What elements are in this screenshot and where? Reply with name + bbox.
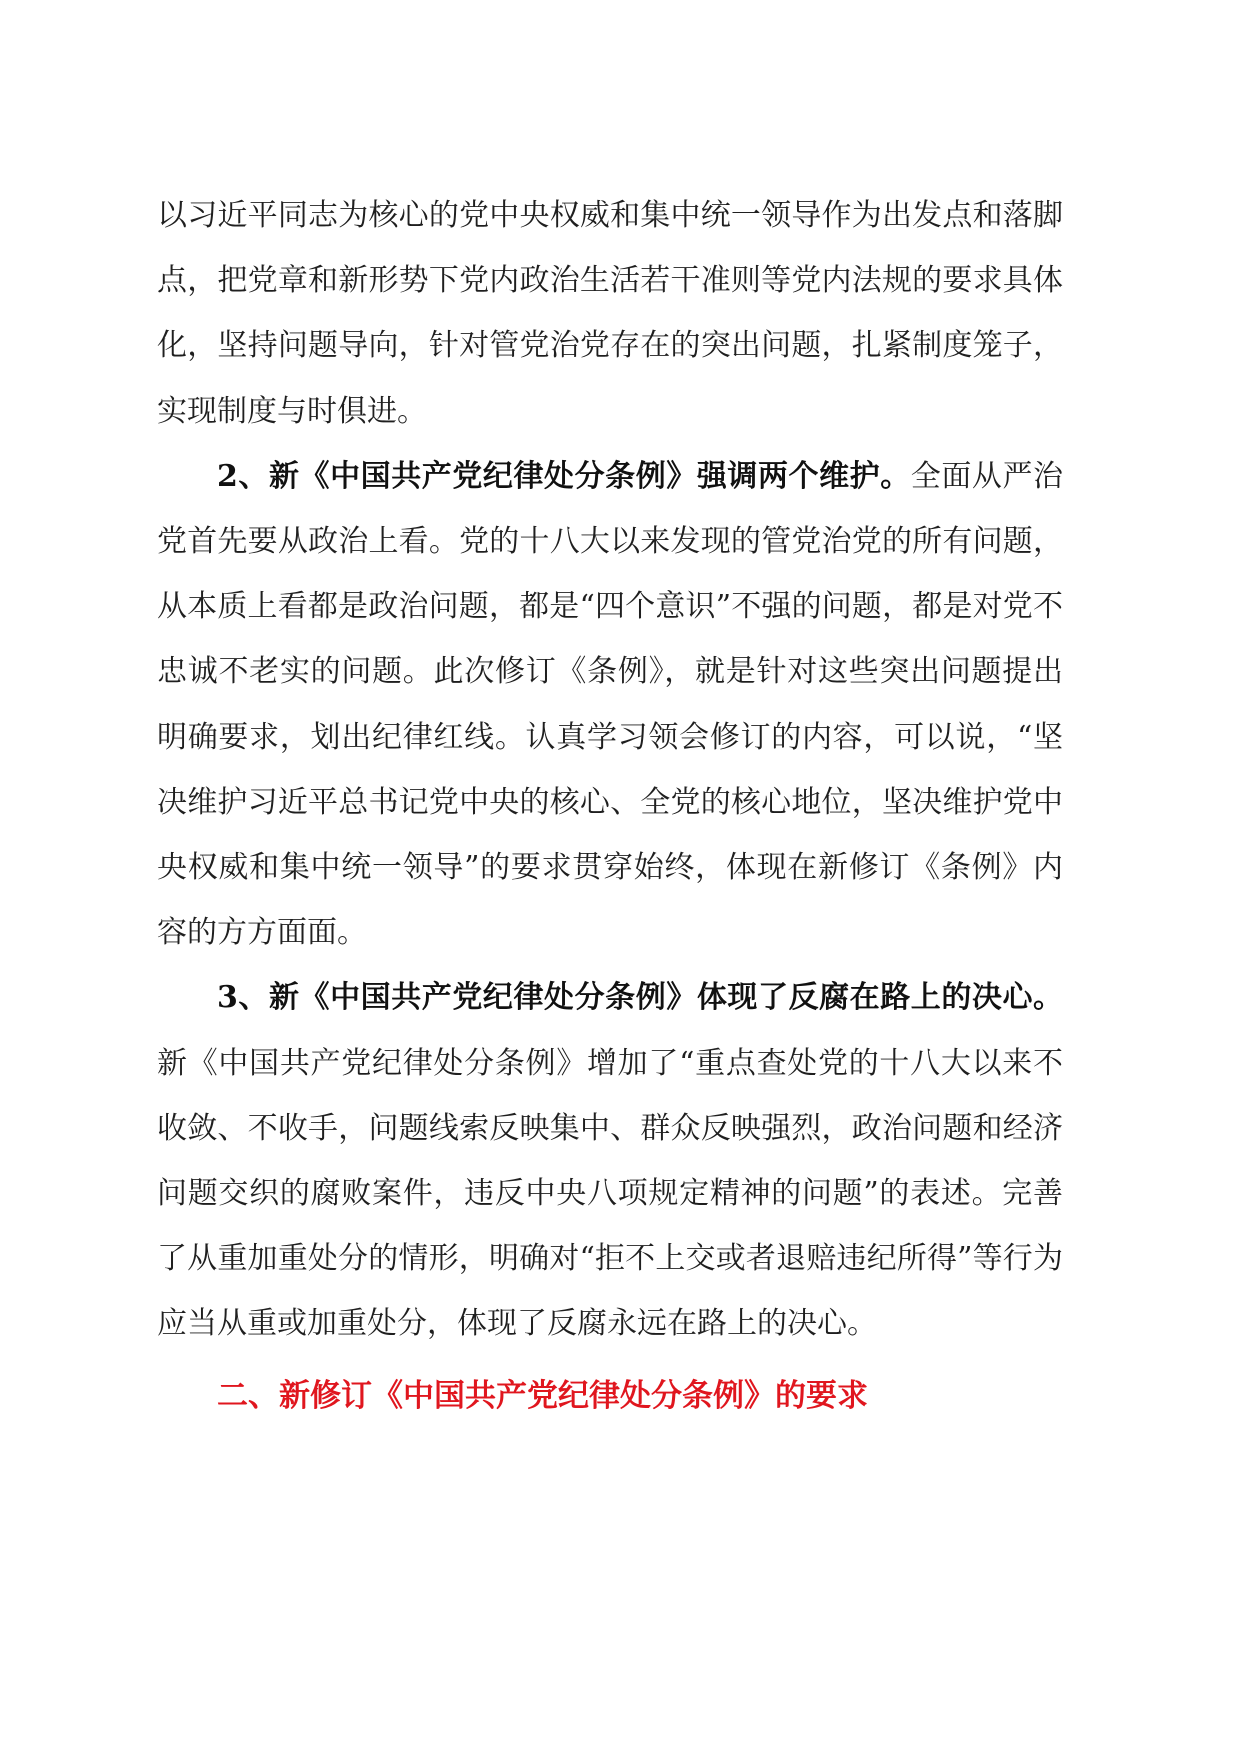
document-body: [157, 183, 1063, 1429]
section-heading: 二、新修订《中国共产党纪律处分条例》的要求: [217, 1377, 868, 1414]
paragraph-lead: 2、新《中国共产党纪律处分条例》强调两个维护。: [217, 458, 911, 494]
paragraph-continuation: [157, 183, 1063, 444]
paragraph-text: 新《中国共产党纪律处分条例》增加了“重点查处党的十八大以来不收敛、不收手，问题线索反映集中、群众反映强烈，政治问题和经济问题交织的腐败案件，违反中央八项规定精神的问题”的表述。完善了从重加重处分的情形，明确对“拒不上交或者退赔违纪所得”等行为应当从重或加重处分，体现了反腐永远在路上的决心。: [157, 1045, 1063, 1342]
paragraph-lead: 3、新《中国共产党纪律处分条例》体现了反腐在路上的决心。: [217, 980, 1063, 1016]
paragraph-text: 以习近平同志为核心的党中央权威和集中统一领导作为出发点和落脚点，把党章和新形势下党内政治生活若干准则等党内法规的要求具体化，坚持问题导向，针对管党治党存在的突出问题，扎紧制度笼子，实现制度与时俱进。: [157, 198, 1063, 429]
paragraph-two-maintenance: [157, 444, 1063, 966]
paragraph-text: 全面从严治党首先要从政治上看。党的十八大以来发现的管党治党的所有问题，从本质上看都是政治问题，都是“四个意识”不强的问题，都是对党不忠诚不老实的问题。此次修订《条例》，就是针对这些突出问题提出明确要求，划出纪律红线。认真学习领会修订的内容，可以说，“坚决维护习近平总书记党中央的核心、全党的核心地位，坚决维护党中央权威和集中统一领导”的要求贯穿始终，体现在新修订《条例》内容的方方面面。: [157, 458, 1064, 951]
paragraph-anti-corruption: [157, 965, 1063, 1356]
